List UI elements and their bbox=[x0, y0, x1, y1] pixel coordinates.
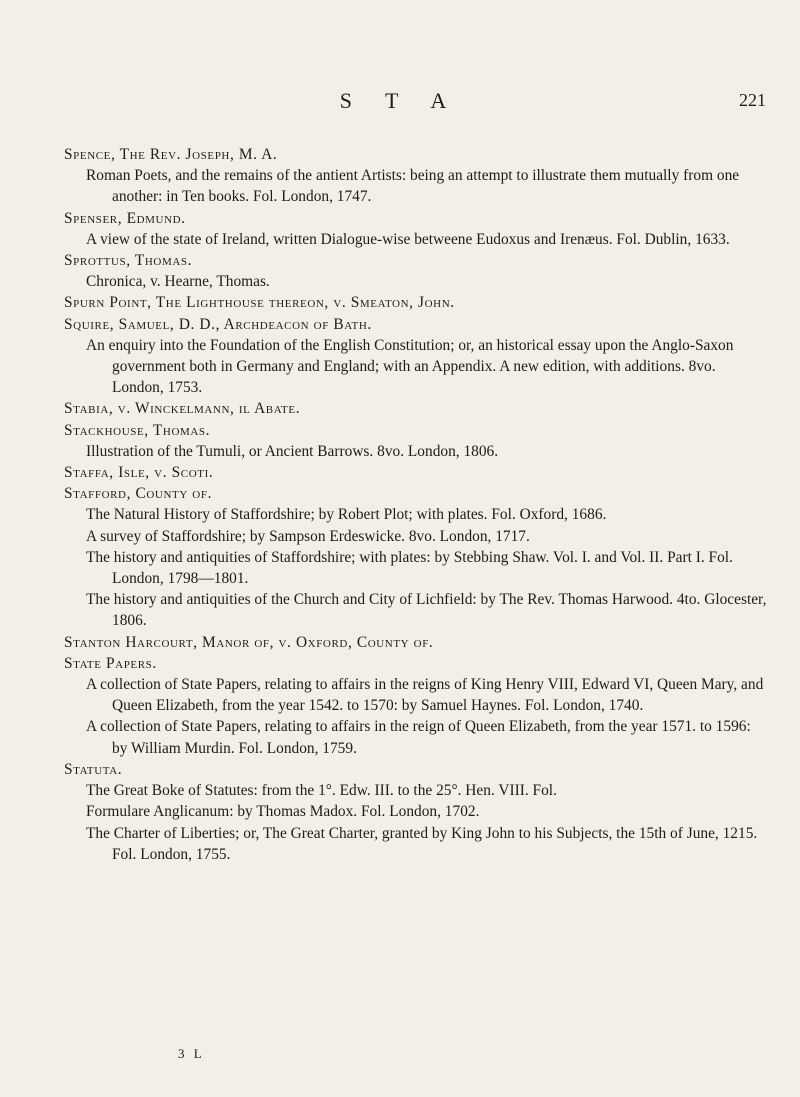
entry-item: The history and antiquities of Staffordshire; with plates: by Stebbing Shaw. Vol. I. and Vol. II. Part I. Fol. London, 1798—1801. bbox=[86, 548, 733, 588]
entry-item: A view of the state of Ireland, written Dialogue-wise betweene Eudoxus and Irenæus. Fol. Dublin, 1633. bbox=[86, 230, 730, 248]
bibliography-entry bbox=[64, 398, 768, 419]
entry-heading: Stabia, v. Winckelmann, il Abate. bbox=[64, 400, 301, 418]
entry-heading: Squire, Samuel, D. D., Archdeacon of Bath. bbox=[64, 315, 372, 333]
entry-heading: Spence, The Rev. Joseph, M. A. bbox=[64, 146, 278, 163]
entry-item: The Charter of Liberties; or, The Great Charter, granted by King John to his Subjects, the 15th of June, 1215. Fol. London, 1755. bbox=[86, 824, 758, 863]
entry-item: Chronica, v. Hearne, Thomas. bbox=[86, 273, 270, 291]
entry-item: The Great Boke of Statutes: from the 1°. Edw. III. to the 25°. Hen. VIII. Fol. bbox=[86, 782, 557, 800]
entry-heading: State Papers. bbox=[64, 654, 157, 672]
entry-item: Illustration of the Tumuli, or Ancient Barrows. 8vo. London, 1806. bbox=[86, 442, 499, 460]
bibliography-entry bbox=[64, 483, 768, 631]
entry-heading: Staffa, Isle, v. Scoti. bbox=[64, 464, 214, 482]
entry-heading: Stackhouse, Thomas. bbox=[64, 421, 211, 439]
bibliography-entry bbox=[64, 292, 768, 313]
entry-item: Roman Poets, and the remains of the antient Artists: being an attempt to illustrate them mutually from one another: in Ten books. Fol. London, 1747. bbox=[86, 167, 740, 206]
signature-mark: 3 L bbox=[178, 1046, 205, 1061]
entry-heading: Stanton Harcourt, Manor of, v. Oxford, County of. bbox=[64, 633, 434, 651]
entry-item: A survey of Staffordshire; by Sampson Erdeswicke. 8vo. London, 1717. bbox=[86, 527, 530, 545]
bibliography-entry bbox=[64, 144, 768, 208]
entry-item: Formulare Anglicanum: by Thomas Madox. Fol. London, 1702. bbox=[86, 803, 480, 821]
entry-item: The history and antiquities of the Church and City of Lichfield: by The Rev. Thomas Harwood. 4to. Glocester, 1806. bbox=[86, 591, 767, 630]
bibliography-entry bbox=[64, 314, 768, 399]
entry-item: A collection of State Papers, relating to affairs in the reigns of King Henry VIII, Edward VI, Queen Mary, and Queen Elizabeth, from the year 1542. to 1570: by Samuel Haynes. Fol. London, 1740. bbox=[86, 676, 764, 715]
running-title: S T A bbox=[339, 88, 461, 113]
bibliography-entry bbox=[64, 462, 768, 483]
bibliography-entry bbox=[64, 653, 768, 759]
entry-item: A collection of State Papers, relating to affairs in the reign of Queen Elizabeth, from the year 1571. to 1596: by William Murdin. Fol. London, 1759. bbox=[86, 718, 751, 757]
page-number: 221 bbox=[739, 90, 766, 110]
entry-heading: Sprottus, Thomas. bbox=[64, 252, 193, 270]
entry-heading: Spurn Point, The Lighthouse thereon, v. Smeaton, John. bbox=[64, 294, 455, 312]
bibliography-entry bbox=[64, 759, 768, 865]
bibliography-entries bbox=[64, 144, 768, 865]
bibliography-entry bbox=[64, 420, 768, 462]
entry-item: An enquiry into the Foundation of the English Constitution; or, an historical essay upon the Anglo-Saxon government both in Germany and England; with an Appendix. A new edition, with additions. 8vo. London, 1753. bbox=[86, 336, 734, 397]
bibliography-entry bbox=[64, 208, 768, 250]
running-head bbox=[0, 88, 800, 118]
entry-item: The Natural History of Staffordshire; by Robert Plot; with plates. Fol. Oxford, 1686. bbox=[86, 506, 607, 524]
bibliography-entry bbox=[64, 632, 768, 653]
entry-heading: Stafford, County of. bbox=[64, 485, 213, 503]
entry-heading: Statuta. bbox=[64, 760, 123, 778]
entry-heading: Spenser, Edmund. bbox=[64, 209, 186, 227]
bibliography-entry bbox=[64, 250, 768, 292]
